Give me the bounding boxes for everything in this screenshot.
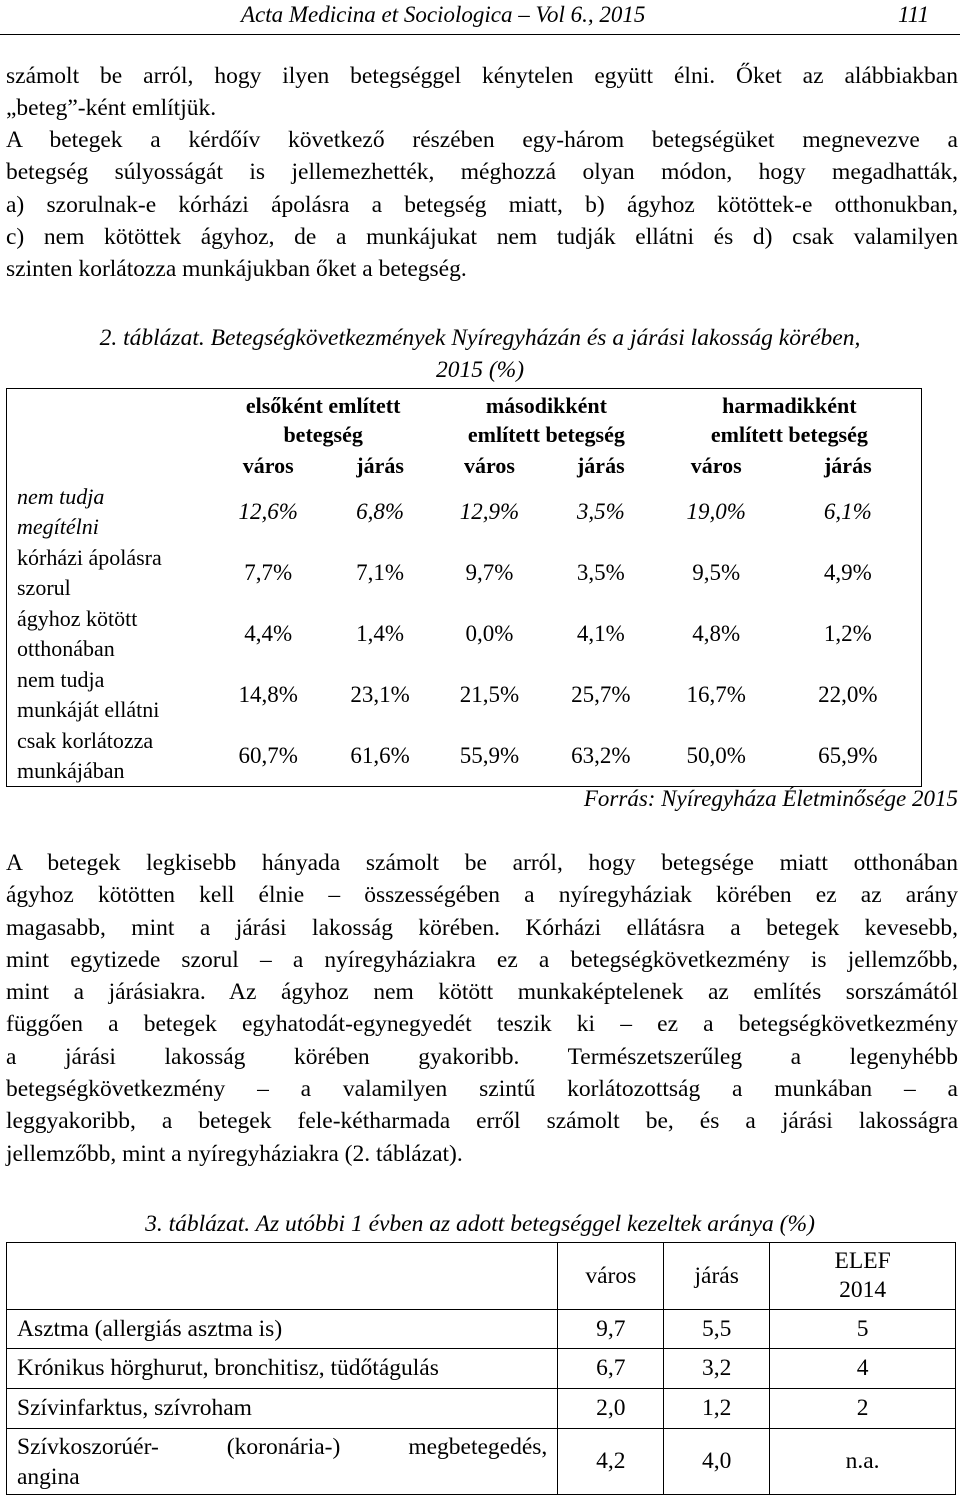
text-line: ágyhoz kötötten kell élnie – összességében a nyíregyháziak körében ez az arány — [6, 882, 958, 909]
table-row — [7, 665, 922, 726]
row-label: Szívinfarktus, szívroham — [7, 1389, 558, 1429]
text-line: betegség súlyosságát is jellemezhették, méghozzá olyan módon, hogy megadhatták, — [6, 159, 958, 186]
table-row — [7, 726, 922, 787]
row-label: Szívkoszorúér- (koronária-) megbetegedés, angina — [7, 1429, 558, 1495]
row-label: Krónikus hörghurut, bronchitisz, tüdőtágulás — [7, 1349, 558, 1389]
table2-caption-line2: 2015 (%) — [435, 357, 525, 383]
table2-corner — [7, 389, 212, 451]
running-header — [0, 0, 960, 35]
table2-subheader: járás — [823, 453, 872, 478]
table-cell: 4,0 — [664, 1429, 770, 1495]
table-row — [7, 481, 922, 543]
table-cell: 22,0% — [818, 682, 878, 707]
table-row — [7, 604, 922, 665]
table2-caption — [0, 322, 960, 386]
table-cell: 5,5 — [664, 1310, 770, 1349]
table-cell: 12,6% — [238, 498, 298, 524]
table-cell: 3,5% — [576, 560, 625, 585]
table-cell: 4 — [770, 1349, 956, 1389]
table-cell: 9,5% — [692, 560, 741, 585]
text-line: betegségkövetkezmény – a valamilyen szintű korlátozottság a munkában – a — [6, 1076, 958, 1103]
table-row — [7, 543, 922, 604]
table-cell: 0,0% — [465, 621, 514, 646]
text-line: szinten korlátozza munkájukban őket a betegség. — [6, 256, 467, 283]
table3-corner — [7, 1243, 558, 1310]
table-cell: 50,0% — [686, 742, 746, 768]
table-cell: 2,0 — [558, 1389, 664, 1429]
table-cell: 3,5% — [576, 498, 625, 524]
table2-group-header: harmadikként említett betegség — [710, 392, 868, 447]
table3-caption: 3. táblázat. Az utóbbi 1 évben az adott betegséggel kezeltek aránya (%) — [145, 1211, 815, 1237]
table2-caption-text: Betegségkövetkezmények Nyíregyházán és a járási lakosság körében, — [210, 325, 861, 351]
table-row — [7, 1349, 956, 1389]
table3-header: város — [558, 1243, 664, 1310]
row-label: csak korlátozza munkájában — [17, 727, 154, 783]
table-cell: 6,1% — [823, 498, 872, 524]
table-cell: 4,2 — [558, 1429, 664, 1495]
journal-title: Acta Medicina et Sociologica – Vol 6., 2015 — [241, 2, 646, 27]
table2-subheader: város — [463, 453, 515, 478]
table-cell: 23,1% — [350, 682, 410, 707]
table3 — [6, 1242, 956, 1495]
table-cell: 14,8% — [238, 682, 298, 707]
text-line: a) szorulnak-e kórházi ápolásra a betegség miatt, b) ágyhoz kötöttek-e otthonukban, — [6, 191, 958, 218]
text-line: c) nem kötöttek ágyhoz, de a munkájukat nem tudják ellátni és d) csak valamilyen — [6, 223, 958, 250]
row-label: Asztma (allergiás asztma is) — [7, 1310, 558, 1349]
table-cell: 21,5% — [459, 682, 520, 707]
text-line: mint a járásiakra. Az ágyhoz nem kötött munkaképtelenek az említés sorszámától — [6, 979, 958, 1006]
text-line: A betegek a kérdőív következő részében egy-három betegségüket megnevezve a — [6, 127, 958, 153]
table-row — [7, 1389, 956, 1429]
table-cell: 1,4% — [356, 621, 405, 646]
table2-subheader: város — [690, 453, 742, 478]
table2-subheader: város — [242, 453, 294, 478]
paragraph-discussion — [6, 847, 958, 1170]
table-cell: 6,8% — [356, 498, 405, 524]
table2-group-header: elsőként említett betegség — [245, 392, 401, 447]
text-line: számolt be arról, hogy ilyen betegséggel kénytelen együtt élni. Őket az alábbiakban — [6, 63, 958, 89]
table-row — [7, 1429, 956, 1495]
paragraph-severity — [6, 124, 958, 285]
text-line: „beteg”-ként említjük. — [6, 95, 217, 122]
table-cell: 7,1% — [356, 560, 405, 585]
table-cell: 63,2% — [571, 742, 631, 768]
text-line: A betegek legkisebb hányada számolt be arról, hogy betegsége miatt otthonában — [6, 850, 958, 876]
table2 — [6, 388, 922, 787]
table-cell: 4,4% — [244, 621, 293, 646]
row-label: ágyhoz kötött otthonában — [17, 606, 138, 661]
row-label: kórházi ápolásra szorul — [17, 545, 162, 600]
table-cell: 9,7% — [465, 560, 514, 585]
table-cell: 6,7 — [558, 1349, 664, 1389]
text-line: függően a betegek egyhatodát-egynegyedét teszik ki – ez a betegségkövetkezmény — [6, 1011, 958, 1038]
table-cell: 55,9% — [459, 742, 520, 768]
table-cell: 2 — [770, 1389, 956, 1429]
table-cell: 60,7% — [238, 742, 298, 768]
table-cell: 1,2% — [823, 621, 872, 646]
table-cell: 4,8% — [692, 621, 741, 646]
table-cell: 19,0% — [686, 498, 746, 524]
table-cell: 7,7% — [244, 560, 293, 585]
text-line: mint egytizede szorul – a nyíregyháziakra ez a betegségkövetkezmény is jellemzőbb, — [6, 946, 958, 973]
table-cell: 5 — [770, 1310, 956, 1349]
table-cell: n.a. — [770, 1429, 956, 1495]
paragraph-intro — [6, 60, 958, 125]
text-line: jellemzőbb, mint a nyíregyháziakra (2. táblázat). — [6, 1140, 463, 1167]
table3-header: ELEF 2014 — [770, 1243, 956, 1310]
table-row — [7, 1310, 956, 1349]
table-cell: 9,7 — [558, 1310, 664, 1349]
page-number: 111 — [898, 2, 930, 27]
table2-subheader: járás — [576, 453, 625, 478]
table-cell: 3,2 — [664, 1349, 770, 1389]
table-cell: 61,6% — [350, 742, 410, 768]
table2-source: Forrás: Nyíregyháza Életminősége 2015 — [583, 786, 958, 811]
table-cell: 12,9% — [459, 498, 520, 524]
table2-subheader: járás — [356, 453, 404, 478]
table-cell: 4,1% — [576, 621, 625, 646]
text-line: leggyakoribb, a betegek fele-kétharmada erről számolt be, és a járási lakosságra — [6, 1108, 958, 1135]
table-cell: 16,7% — [686, 682, 746, 707]
table-cell: 25,7% — [571, 682, 631, 707]
table3-header: járás — [664, 1243, 770, 1310]
row-label: nem tudja munkáját ellátni — [17, 667, 160, 722]
table-cell: 65,9% — [818, 742, 878, 768]
text-line: magasabb, mint a járási lakosság körében. Kórházi ellátásra a betegek kevesebb, — [6, 914, 958, 941]
table2-caption-label: 2. táblázat. — [99, 325, 205, 351]
text-line: a járási lakosság körében gyakoribb. Természetszerűleg a legenyhébb — [6, 1043, 958, 1070]
row-label: nem tudja megítélni — [17, 483, 105, 539]
table-cell: 1,2 — [664, 1389, 770, 1429]
table-cell: 4,9% — [823, 560, 872, 585]
table2-group-header: másodikként említett betegség — [467, 392, 625, 447]
